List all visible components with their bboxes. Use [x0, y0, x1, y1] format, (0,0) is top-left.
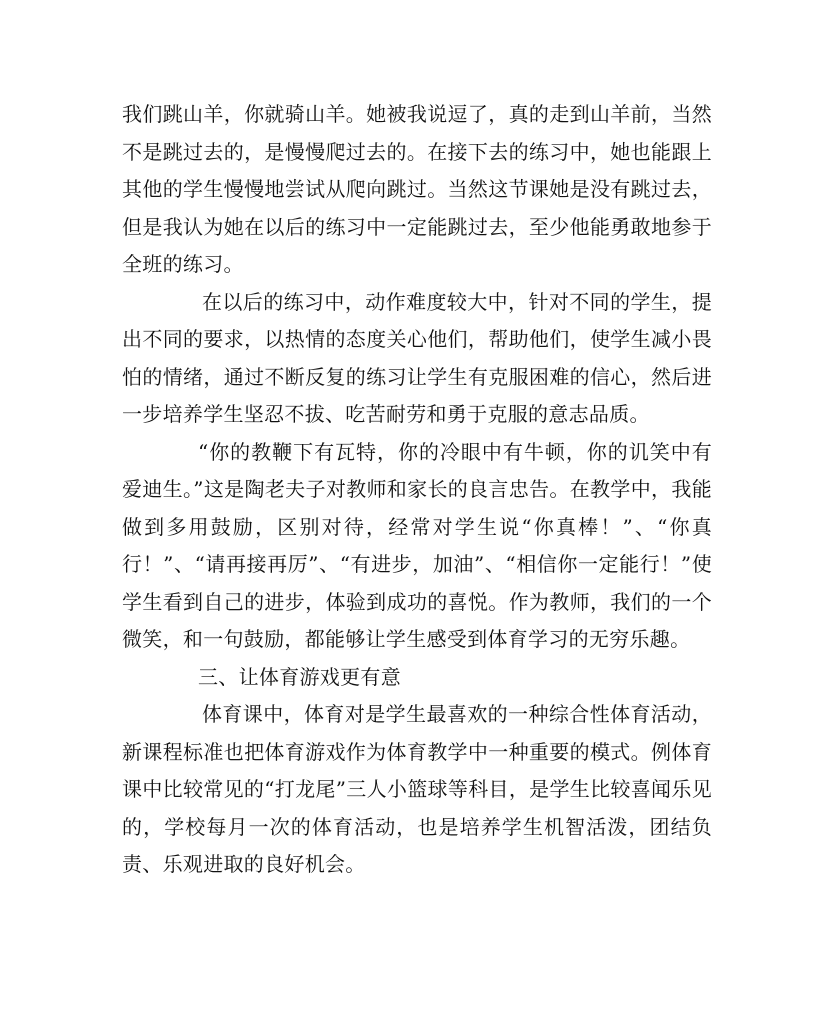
section-heading: 三、让体育游戏更有意: [198, 664, 401, 689]
paragraph-practice-difficulty: 在以后的练习中，动作难度较大中，针对不同的学生，提出不同的要求，以热情的态度关心他们，帮助他们，使学生减小畏怕的情绪，通过不断反复的练习让学生有克服困难的信心，然后进一步培养学生坚忍不拔、吃苦耐劳和勇于克服的意志品质。: [122, 289, 712, 426]
paragraph-sports-games: 体育课中，体育对是学生最喜欢的一种综合性体育活动，新课程标准也把体育游戏作为体育教学中一种重要的模式。例体育课中比较常见的“打龙尾”三人小篮球等科目，是学生比较喜闻乐见的，学校每月一次的体育活动，也是培养学生机智活泼，团结负责、乐观进取的良好机会。: [122, 702, 712, 876]
paragraph-encouragement: “你的教鞭下有瓦特，你的冷眼中有牛顿，你的讥笑中有爱迪生。”这是陶老夫子对教师和家长的良言忠告。在教学中，我能做到多用鼓励，区别对待，经常对学生说“你真棒！”、“你真行！”、“请再接再厉”、“有进步，加油”、“相信你一定能行！”使学生看到自己的进步，体验到成功的喜悦。作为教师，我们的一个微笑，和一句鼓励，都能够让学生感受到体育学习的无穷乐趣。: [122, 439, 712, 651]
body-text: [122, 96, 712, 884]
paragraph-continuation: 我们跳山羊，你就骑山羊。她被我说逗了，真的走到山羊前，当然不是跳过去的，是慢慢爬过去的。在接下去的练习中，她也能跟上其他的学生慢慢地尝试从爬向跳过。当然这节课她是没有跳过去，但是我认为她在以后的练习中一定能跳过去，至少他能勇敢地参于全班的练习。: [122, 102, 712, 276]
